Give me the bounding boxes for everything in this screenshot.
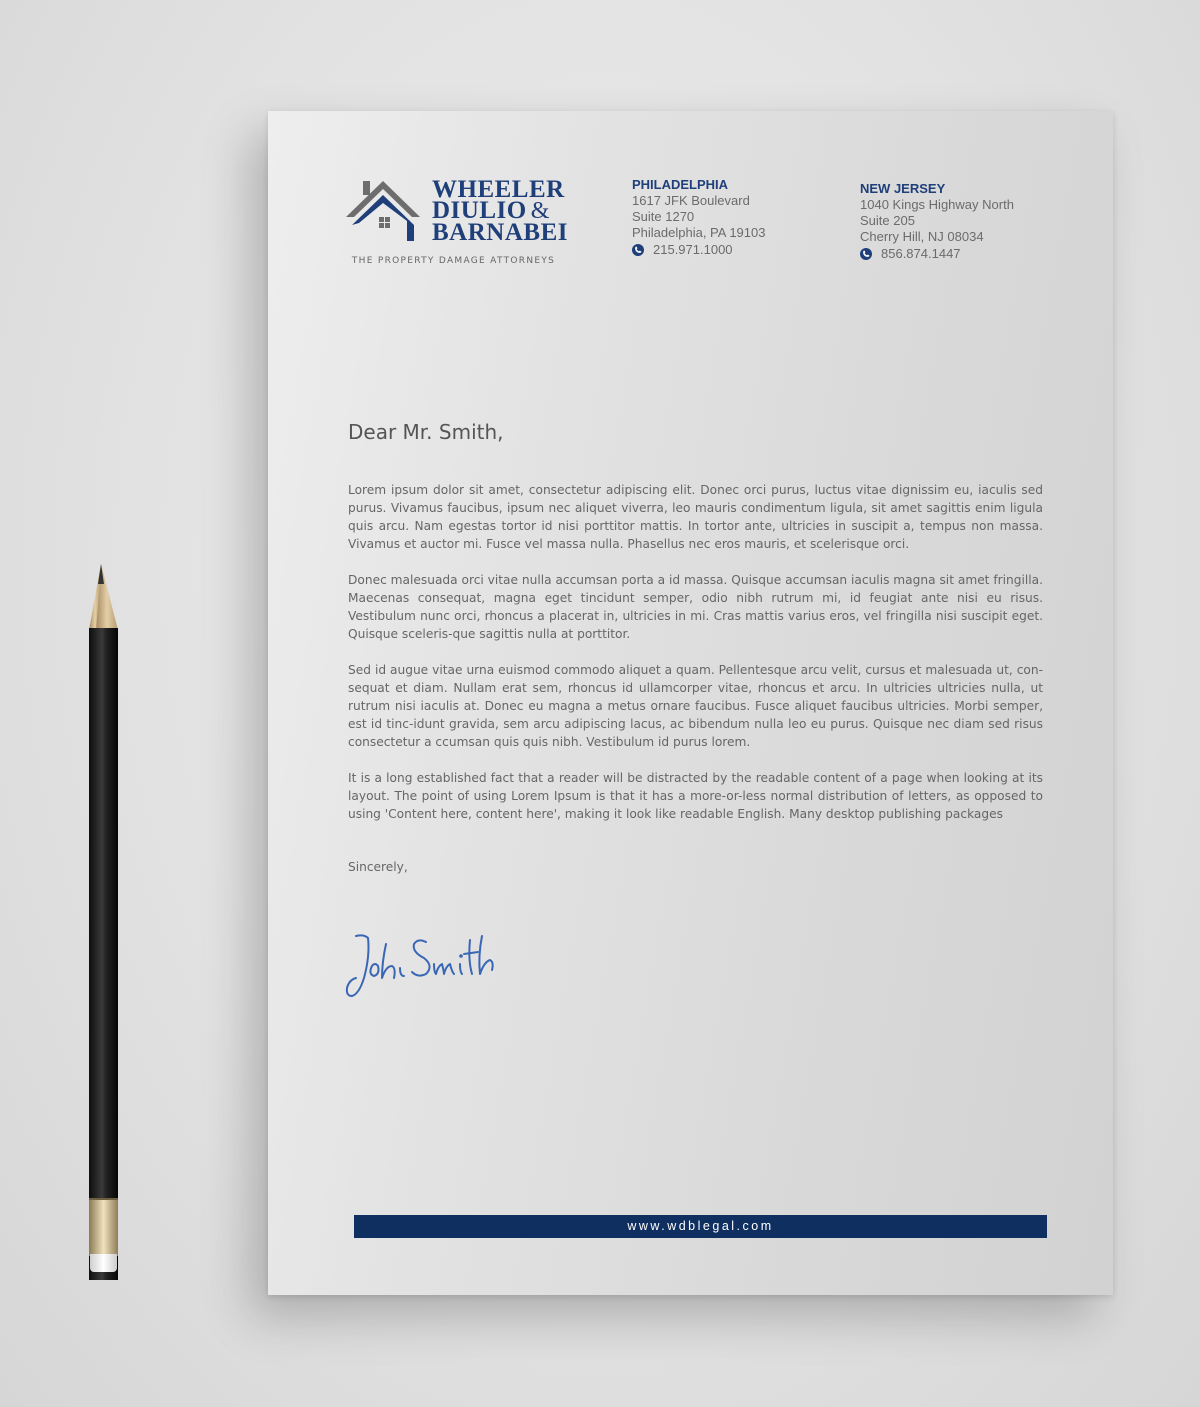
letter-paragraph: Donec malesuada orci vitae nulla accumsan porta a id massa. Quisque accumsan iaculis magna sit amet fringilla. Maecenas consequat, magna eget tincidunt semper, odio nibh rutrum mi, id feugiat ante nisi eu risus. Vestibulum nunc orci, rhoncus a placerat in, ultricies in mi. Cras mattis varius eros, vel fringilla nisi suscipit eget. Quisque sceleris-que sagittis nulla at porttitor. <box>348 573 1043 641</box>
office-phone <box>632 242 765 258</box>
office-address-line: Cherry Hill, NJ 08034 <box>860 229 984 244</box>
company-ampersand: & <box>530 198 550 224</box>
letterhead-page <box>268 111 1113 1295</box>
company-logo <box>346 176 568 267</box>
company-name-line-1: WHEELER <box>432 176 565 203</box>
office-address-line: Suite 1270 <box>632 209 695 224</box>
letter-paragraph: Lorem ipsum dolor sit amet, consectetur adipiscing elit. Donec orci purus, luctus vitae dignissim eu, iaculis sed purus. Vivamus faucibus, ipsum nec aliquet viverra, leo mauris condimentum ligula, sit amet sagittis enim ligula quis arcu. Nam egestas tortor id nisi porttitor mattis. In tortor ante, ultricies in suscipit a, tempus non massa. Vivamus et auctor mi. Fusce vel massa nulla. Phasellus nec eros mauris, et scelerisque orci. <box>348 483 1043 551</box>
letter-greeting: Dear Mr. Smith, <box>348 420 504 444</box>
phone-number: 856.874.1447 <box>881 246 961 261</box>
office-address-line: Suite 205 <box>860 213 915 228</box>
company-name-line-3: BARNABEI <box>432 219 568 246</box>
office-new-jersey <box>860 181 1014 262</box>
company-tagline: THE PROPERTY DAMAGE ATTORNEYS <box>351 256 556 266</box>
letter-body <box>348 481 1043 841</box>
handwritten-signature <box>342 926 502 1010</box>
office-address-line: Philadelphia, PA 19103 <box>632 225 766 240</box>
phone-icon <box>632 244 644 256</box>
office-address-line: 1040 Kings Highway North <box>860 197 1014 212</box>
office-phone <box>860 246 1014 262</box>
footer-website-bar <box>354 1215 1047 1238</box>
office-philadelphia <box>632 177 765 258</box>
letter-paragraph: Sed id augue vitae urna euismod commodo aliquet a quam. Pellentesque arcu velit, cursus et malesuada ut, con-sequat et diam. Nullam erat sem, rhoncus id ullamcorper vitae, rhoncus et arcu. In ultricies ultricies nulla, ut rutrum nisi iaculis at. Donec eu magna a metus ornare faucibus. Fusce aliquet faucibus ultricies. Morbi semper, est id tinc-idunt gravida, sem arcu adipiscing lacus, ac bibendum nulla leo eu purus. Quisque nec diam sed risus consectetur a ccumsan quis quis nibh. Vestibulum id purus lorem. <box>348 663 1043 749</box>
phone-number: 215.971.1000 <box>653 242 733 257</box>
house-icon <box>346 177 430 243</box>
pencil-ferrule <box>89 1198 118 1256</box>
company-name <box>432 176 568 246</box>
letter-paragraph: It is a long established fact that a reader will be distracted by the readable content of a page when looking at its layout. The point of using Lorem Ipsum is that it has a more-or-less normal distribution of letters, as opposed to using 'Content here, content here', making it look like readable English. Many desktop publishing packages <box>348 771 1043 821</box>
pencil-prop <box>80 560 130 1284</box>
pencil-eraser <box>90 1254 117 1272</box>
office-address-line: 1617 JFK Boulevard <box>632 193 750 208</box>
office-title: NEW JERSEY <box>860 181 946 196</box>
website-link[interactable]: www.wdblegal.com <box>627 1219 774 1233</box>
letter-closing: Sincerely, <box>348 860 408 874</box>
company-name-line-2: DIULIO <box>432 197 527 224</box>
office-title: PHILADELPHIA <box>632 177 729 192</box>
phone-icon <box>860 248 872 260</box>
